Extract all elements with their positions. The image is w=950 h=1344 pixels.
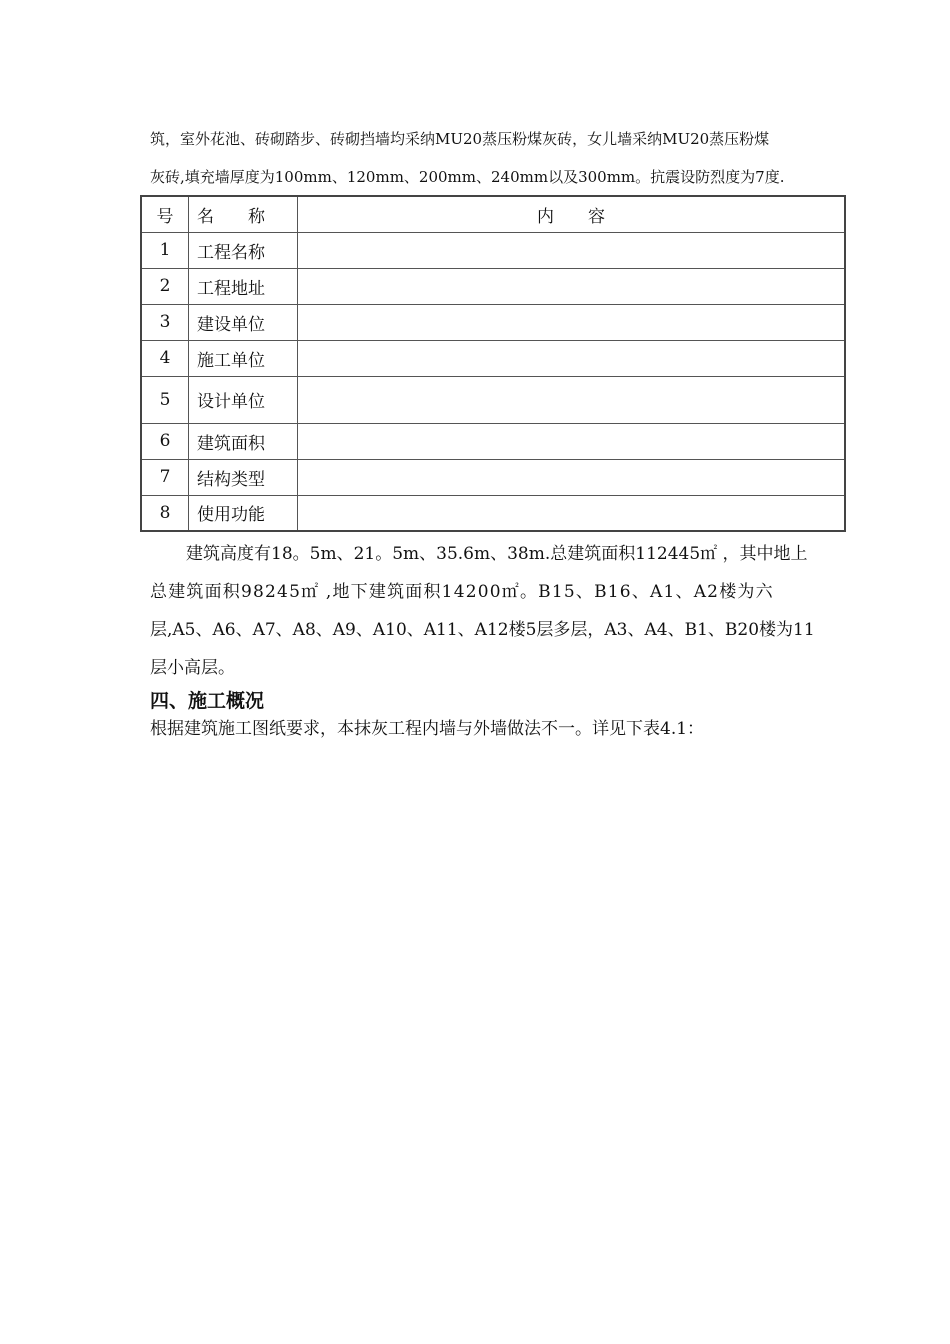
table-row — [141, 232, 845, 268]
table-row — [141, 376, 845, 423]
row-num: 5 — [141, 376, 189, 423]
row-name: 建设单位 — [189, 304, 298, 340]
table-row — [141, 495, 845, 531]
header-num: 号 — [141, 196, 189, 232]
row-name: 结构类型 — [189, 459, 298, 495]
row-content — [298, 232, 846, 268]
row-content — [298, 459, 846, 495]
intro-line: 筑，室外花池、砖砌踏步、砖砌挡墙均采纳MU20蒸压粉煤灰砖，女儿墙采纳MU20蒸压粉煤 — [150, 130, 770, 148]
row-num: 6 — [141, 423, 189, 459]
table-header-row — [141, 196, 845, 232]
header-name: 名 称 — [189, 196, 298, 232]
body-line: 建筑高度有18。5m、21。5m、35.6m、38m.总建筑面积112445㎡ ，其中地上 — [186, 544, 808, 564]
section-text: 根据建筑施工图纸要求，本抹灰工程内墙与外墙做法不一。详见下表4.1： — [150, 719, 705, 739]
row-content — [298, 376, 846, 423]
table-row — [141, 340, 845, 376]
table-row — [141, 268, 845, 304]
table-row — [141, 459, 845, 495]
intro-line: 灰砖,填充墙厚度为100mm、120mm、200mm、240mm以及300mm。抗震设防烈度为7度. — [150, 168, 785, 186]
body-line: 层小高层。 — [150, 658, 235, 678]
row-num: 4 — [141, 340, 189, 376]
row-name: 建筑面积 — [189, 423, 298, 459]
row-name: 设计单位 — [189, 376, 298, 423]
project-info-table — [140, 195, 846, 532]
row-num: 1 — [141, 232, 189, 268]
row-content — [298, 268, 846, 304]
row-name: 工程地址 — [189, 268, 298, 304]
header-content: 内 容 — [298, 196, 846, 232]
table-row — [141, 304, 845, 340]
row-content — [298, 495, 846, 531]
table-row — [141, 423, 845, 459]
row-num: 8 — [141, 495, 189, 531]
body-line: 总建筑面积98245㎡ ,地下建筑面积14200㎡。B15、B16、A1、A2楼为六 — [150, 582, 774, 602]
row-content — [298, 304, 846, 340]
body-line: 层,A5、A6、A7、A8、A9、A10、A11、A12楼5层多层，A3、A4、B1、B20楼为11 — [150, 620, 815, 640]
row-num: 3 — [141, 304, 189, 340]
intro-paragraph — [150, 120, 850, 196]
section-heading: 四、施工概况 — [150, 690, 265, 712]
row-num: 7 — [141, 459, 189, 495]
row-content — [298, 423, 846, 459]
row-name: 工程名称 — [189, 232, 298, 268]
row-name: 使用功能 — [189, 495, 298, 531]
row-content — [298, 340, 846, 376]
building-height-paragraph — [150, 535, 850, 687]
row-num: 2 — [141, 268, 189, 304]
row-name: 施工单位 — [189, 340, 298, 376]
